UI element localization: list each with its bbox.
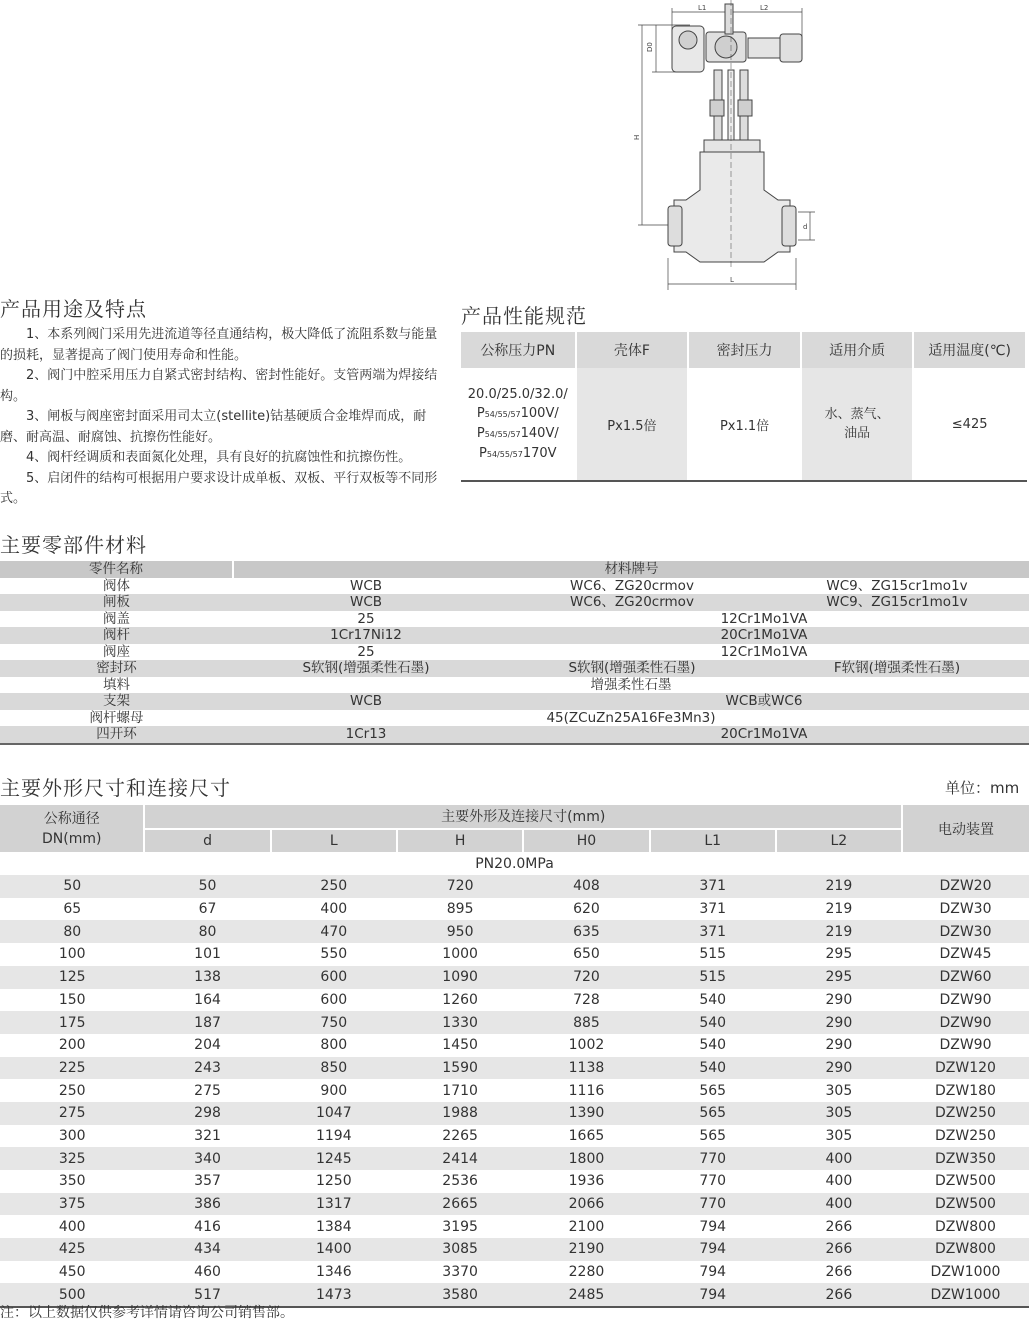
dims-cell: 290 xyxy=(776,1034,902,1057)
dims-cell: 1138 xyxy=(523,1057,649,1080)
materials-title: 主要零部件材料 xyxy=(0,533,147,557)
dim-l-label: L xyxy=(730,276,734,284)
dims-col-header: d xyxy=(144,829,270,853)
mat-cell: 1Cr13 xyxy=(233,726,499,744)
mat-part: 阀盖 xyxy=(0,611,233,628)
dims-cell: 275 xyxy=(144,1079,270,1102)
dimensions-table xyxy=(0,805,1029,1308)
dims-cell: 305 xyxy=(776,1125,902,1148)
dims-cell: 720 xyxy=(523,966,649,989)
mat-cell: S软钢(增强柔性石墨) xyxy=(499,660,765,677)
dims-cell: 1390 xyxy=(523,1102,649,1125)
mat-cell: 25 xyxy=(233,644,499,661)
table-row xyxy=(0,693,1029,710)
usage-title: 产品用途及特点 xyxy=(0,297,147,321)
mat-cell: S软钢(增强柔性石墨) xyxy=(233,660,499,677)
dims-cell: 635 xyxy=(523,920,649,943)
dims-cell: 1710 xyxy=(397,1079,523,1102)
dims-col-header: H0 xyxy=(523,829,649,853)
dims-cell: 2485 xyxy=(523,1283,649,1307)
dims-cell: 300 xyxy=(0,1125,144,1148)
table-row xyxy=(0,1147,1029,1170)
dims-cell: 434 xyxy=(144,1238,270,1261)
table-row xyxy=(0,1034,1029,1057)
dims-cell: 1450 xyxy=(397,1034,523,1057)
mat-part: 阀杆 xyxy=(0,627,233,644)
dims-cell: DZW90 xyxy=(902,989,1029,1012)
dims-header-group: 主要外形及连接尺寸(mm) xyxy=(144,805,902,829)
dims-cell: 80 xyxy=(0,920,144,943)
dims-cell: 3195 xyxy=(397,1215,523,1238)
dims-cell: DZW800 xyxy=(902,1238,1029,1261)
dims-cell: 540 xyxy=(650,1057,776,1080)
dims-cell: DZW45 xyxy=(902,943,1029,966)
dims-cell: 340 xyxy=(144,1147,270,1170)
table-row xyxy=(0,660,1029,677)
dims-cell: 850 xyxy=(271,1057,397,1080)
dims-cell: DZW90 xyxy=(902,1011,1029,1034)
dims-cell: DZW60 xyxy=(902,966,1029,989)
dimensions-title: 主要外形尺寸和连接尺寸 xyxy=(0,776,231,800)
mat-part: 支架 xyxy=(0,693,233,710)
perf-seal-cell: Px1.1倍 xyxy=(688,368,801,481)
table-row xyxy=(0,1125,1029,1148)
dims-cell: 321 xyxy=(144,1125,270,1148)
dims-cell: 600 xyxy=(271,989,397,1012)
dims-cell: 565 xyxy=(650,1125,776,1148)
dims-cell: 225 xyxy=(0,1057,144,1080)
dims-cell: 794 xyxy=(650,1238,776,1261)
dims-cell: 150 xyxy=(0,989,144,1012)
dims-cell: 770 xyxy=(650,1193,776,1216)
dims-cell: 600 xyxy=(271,966,397,989)
dims-cell: 266 xyxy=(776,1283,902,1307)
mat-cell: WC9、ZG15cr1mo1v xyxy=(765,578,1029,595)
dims-cell: 2414 xyxy=(397,1147,523,1170)
dims-cell: 900 xyxy=(271,1079,397,1102)
materials-table xyxy=(0,561,1029,745)
dims-cell: 1260 xyxy=(397,989,523,1012)
dims-cell: DZW90 xyxy=(902,1034,1029,1057)
dim-l1-label: L1 xyxy=(698,4,707,12)
dims-cell: 1245 xyxy=(271,1147,397,1170)
dims-cell: 2100 xyxy=(523,1215,649,1238)
dims-cell: 2280 xyxy=(523,1261,649,1284)
dims-cell: 250 xyxy=(0,1079,144,1102)
mat-cell: F软钢(增强柔性石墨) xyxy=(765,660,1029,677)
dims-cell: DZW30 xyxy=(902,898,1029,921)
dims-cell: 1330 xyxy=(397,1011,523,1034)
dims-cell: DZW250 xyxy=(902,1102,1029,1125)
dims-cell: 400 xyxy=(271,898,397,921)
dims-cell: 357 xyxy=(144,1170,270,1193)
dims-cell: 1090 xyxy=(397,966,523,989)
dims-header-dn: 公称通径 DN(mm) xyxy=(0,805,144,852)
mat-header-part: 零件名称 xyxy=(0,561,233,578)
dims-cell: 100 xyxy=(0,943,144,966)
table-row xyxy=(0,1011,1029,1034)
table-row xyxy=(0,1261,1029,1284)
dims-cell: 1194 xyxy=(271,1125,397,1148)
pn-label: PN20.0MPa xyxy=(0,852,1029,875)
mat-cell: 12Cr1Mo1VA xyxy=(499,644,1029,661)
dims-col-header: L xyxy=(271,829,397,853)
dims-header-device: 电动装置 xyxy=(902,805,1029,852)
mat-cell: WC6、ZG20crmov xyxy=(499,594,765,611)
mat-part: 填料 xyxy=(0,677,233,694)
dims-cell: 80 xyxy=(144,920,270,943)
perf-header: 壳体F xyxy=(576,332,689,368)
dims-cell: 515 xyxy=(650,966,776,989)
table-row xyxy=(0,966,1029,989)
dims-cell: DZW180 xyxy=(902,1079,1029,1102)
dims-cell: 450 xyxy=(0,1261,144,1284)
dims-col-header: L2 xyxy=(776,829,902,853)
mat-cell: 12Cr1Mo1VA xyxy=(499,611,1029,628)
mat-part: 阀座 xyxy=(0,644,233,661)
dims-cell: 1000 xyxy=(397,943,523,966)
usage-item: 4、阀杆经调质和表面氮化处理，具有良好的抗腐蚀性和抗擦伤性。 xyxy=(26,450,412,465)
dim-d0-label: D0 xyxy=(646,42,654,52)
dims-cell: 295 xyxy=(776,943,902,966)
dims-cell: 794 xyxy=(650,1283,776,1307)
usage-list xyxy=(0,325,438,510)
dims-cell: 3085 xyxy=(397,1238,523,1261)
unit-label: 单位：mm xyxy=(945,779,1020,797)
dims-cell: 371 xyxy=(650,898,776,921)
table-row xyxy=(0,561,1029,578)
perf-pn-line: P54/55/57140V/ xyxy=(476,425,559,441)
perf-pn-line: 20.0/25.0/32.0/ xyxy=(467,386,568,402)
dims-cell: 720 xyxy=(397,875,523,898)
performance-table xyxy=(461,332,1027,482)
dims-cell: DZW1000 xyxy=(902,1283,1029,1307)
dims-cell: 425 xyxy=(0,1238,144,1261)
dim-l2-label: L2 xyxy=(760,4,769,12)
mat-cell: WCB xyxy=(233,693,499,710)
dims-cell: 470 xyxy=(271,920,397,943)
dims-cell: 200 xyxy=(0,1034,144,1057)
dims-cell: 164 xyxy=(144,989,270,1012)
dims-col-header: L1 xyxy=(650,829,776,853)
table-row xyxy=(0,726,1029,744)
dims-cell: 416 xyxy=(144,1215,270,1238)
dims-cell: 125 xyxy=(0,966,144,989)
dims-cell: 3370 xyxy=(397,1261,523,1284)
dims-cell: 1665 xyxy=(523,1125,649,1148)
dims-cell: 101 xyxy=(144,943,270,966)
mat-cell: WC6、ZG20crmov xyxy=(499,578,765,595)
dims-cell: 1002 xyxy=(523,1034,649,1057)
table-row xyxy=(0,578,1029,595)
dims-cell: 1317 xyxy=(271,1193,397,1216)
dims-cell: 2665 xyxy=(397,1193,523,1216)
dims-cell: 750 xyxy=(271,1011,397,1034)
table-row xyxy=(0,1079,1029,1102)
dims-cell: 400 xyxy=(776,1193,902,1216)
dims-cell: 794 xyxy=(650,1215,776,1238)
dims-cell: 386 xyxy=(144,1193,270,1216)
dims-cell: DZW350 xyxy=(902,1147,1029,1170)
dims-cell: 650 xyxy=(523,943,649,966)
dims-cell: 187 xyxy=(144,1011,270,1034)
dims-cell: 1384 xyxy=(271,1215,397,1238)
dims-cell: DZW500 xyxy=(902,1193,1029,1216)
mat-part: 四开环 xyxy=(0,726,233,744)
dims-cell: 565 xyxy=(650,1079,776,1102)
dims-cell: 770 xyxy=(650,1170,776,1193)
mat-part: 密封环 xyxy=(0,660,233,677)
dims-cell: 895 xyxy=(397,898,523,921)
dims-cell: 305 xyxy=(776,1102,902,1125)
dims-cell: 325 xyxy=(0,1147,144,1170)
dims-cell: 65 xyxy=(0,898,144,921)
dims-cell: 275 xyxy=(0,1102,144,1125)
dims-cell: DZW120 xyxy=(902,1057,1029,1080)
dims-cell: 620 xyxy=(523,898,649,921)
perf-pn-cell xyxy=(461,368,576,481)
table-row xyxy=(0,898,1029,921)
dims-cell: 375 xyxy=(0,1193,144,1216)
table-row xyxy=(0,710,1029,727)
dims-cell: 290 xyxy=(776,989,902,1012)
mat-cell: WCB xyxy=(233,578,499,595)
dims-cell: DZW250 xyxy=(902,1125,1029,1148)
dims-cell: 138 xyxy=(144,966,270,989)
dims-cell: 67 xyxy=(144,898,270,921)
dims-cell: 50 xyxy=(144,875,270,898)
dims-cell: 219 xyxy=(776,898,902,921)
dims-cell: 298 xyxy=(144,1102,270,1125)
dims-cell: 1988 xyxy=(397,1102,523,1125)
mat-cell: WC9、ZG15cr1mo1v xyxy=(765,594,1029,611)
table-row xyxy=(0,611,1029,628)
dims-cell: 204 xyxy=(144,1034,270,1057)
dims-cell: 290 xyxy=(776,1011,902,1034)
dims-cell: 290 xyxy=(776,1057,902,1080)
mat-part: 闸板 xyxy=(0,594,233,611)
dims-cell: 400 xyxy=(776,1147,902,1170)
mat-cell: 25 xyxy=(233,611,499,628)
dims-cell: 400 xyxy=(776,1170,902,1193)
usage-item: 1、本系列阀门采用先进流道等径直通结构，极大降低了流阻系数与能量的损耗，显著提高了阀门使用寿命和性能。 xyxy=(0,327,438,363)
dims-cell: 1800 xyxy=(523,1147,649,1170)
dims-cell: 350 xyxy=(0,1170,144,1193)
dims-cell: DZW30 xyxy=(902,920,1029,943)
dims-cell: 266 xyxy=(776,1238,902,1261)
dims-cell: 243 xyxy=(144,1057,270,1080)
dims-cell: 1116 xyxy=(523,1079,649,1102)
perf-header: 适用介质 xyxy=(801,332,913,368)
table-row xyxy=(0,943,1029,966)
mat-cell: WCB xyxy=(233,594,499,611)
perf-medium-cell: 水、蒸气、 油品 xyxy=(801,368,913,481)
dims-cell: 565 xyxy=(650,1102,776,1125)
dims-cell: 266 xyxy=(776,1215,902,1238)
dims-cell: 1346 xyxy=(271,1261,397,1284)
dims-cell: 371 xyxy=(650,920,776,943)
dims-cell: 2265 xyxy=(397,1125,523,1148)
dims-cell: 408 xyxy=(523,875,649,898)
performance-title: 产品性能规范 xyxy=(461,304,587,328)
perf-header: 公称压力PN xyxy=(461,332,576,368)
dims-cell: DZW20 xyxy=(902,875,1029,898)
dims-cell: 1400 xyxy=(271,1238,397,1261)
dims-cell: 1473 xyxy=(271,1283,397,1307)
dims-cell: 2536 xyxy=(397,1170,523,1193)
dims-cell: 950 xyxy=(397,920,523,943)
dims-cell: 250 xyxy=(271,875,397,898)
table-row xyxy=(0,1057,1029,1080)
dims-cell: 266 xyxy=(776,1261,902,1284)
table-row xyxy=(0,1102,1029,1125)
dims-cell: 540 xyxy=(650,1011,776,1034)
dims-col-header: H xyxy=(397,829,523,853)
dims-cell: 400 xyxy=(0,1215,144,1238)
table-row xyxy=(0,627,1029,644)
perf-temp-cell: ≤425 xyxy=(913,368,1026,481)
table-row xyxy=(0,1193,1029,1216)
dims-cell: 540 xyxy=(650,989,776,1012)
table-row xyxy=(0,1170,1029,1193)
dims-cell: 295 xyxy=(776,966,902,989)
table-row xyxy=(0,1238,1029,1261)
dim-d-label: d xyxy=(803,223,808,231)
perf-pn-line: P54/55/57100V/ xyxy=(476,405,559,421)
dims-cell: 540 xyxy=(650,1034,776,1057)
dims-cell: 305 xyxy=(776,1079,902,1102)
table-row xyxy=(0,875,1029,898)
dims-cell: 1047 xyxy=(271,1102,397,1125)
table-row xyxy=(0,920,1029,943)
dims-cell: DZW500 xyxy=(902,1170,1029,1193)
dims-cell: 371 xyxy=(650,875,776,898)
dims-cell: 3580 xyxy=(397,1283,523,1307)
dims-cell: 1590 xyxy=(397,1057,523,1080)
pn-row xyxy=(0,852,1029,875)
table-row xyxy=(0,1215,1029,1238)
dims-cell: 460 xyxy=(144,1261,270,1284)
dims-cell: 219 xyxy=(776,920,902,943)
dims-cell: 50 xyxy=(0,875,144,898)
mat-cell: 增强柔性石墨 xyxy=(233,677,1029,694)
dims-cell: 885 xyxy=(523,1011,649,1034)
dims-cell: 515 xyxy=(650,943,776,966)
perf-header: 适用温度(℃) xyxy=(913,332,1026,368)
dims-cell: 517 xyxy=(144,1283,270,1307)
dims-cell: 794 xyxy=(650,1261,776,1284)
dims-cell: DZW1000 xyxy=(902,1261,1029,1284)
dims-cell: DZW800 xyxy=(902,1215,1029,1238)
dims-cell: 1250 xyxy=(271,1170,397,1193)
dims-cell: 500 xyxy=(0,1283,144,1307)
table-row xyxy=(0,644,1029,661)
table-row xyxy=(0,594,1029,611)
usage-item: 5、启闭件的结构可根据用户要求设计成单板、双板、平行双板等不同形式。 xyxy=(0,470,438,506)
dims-cell: 2190 xyxy=(523,1238,649,1261)
dims-cell: 1936 xyxy=(523,1170,649,1193)
mat-cell: 1Cr17Ni12 xyxy=(233,627,499,644)
mat-cell: 45(ZCuZn25A16Fe3Mn3) xyxy=(233,710,1029,727)
valve-drawing xyxy=(630,0,830,292)
perf-shell-cell: Px1.5倍 xyxy=(576,368,689,481)
dims-cell: 550 xyxy=(271,943,397,966)
footnote: 注：以上数据仅供参考详情请咨询公司销售部。 xyxy=(0,1305,294,1321)
mat-cell: 20Cr1Mo1VA xyxy=(499,726,1029,744)
table-row xyxy=(0,677,1029,694)
mat-part: 阀体 xyxy=(0,578,233,595)
perf-header: 密封压力 xyxy=(688,332,801,368)
dims-cell: 728 xyxy=(523,989,649,1012)
usage-item: 3、闸板与阀座密封面采用司太立(stellite)钴基硬质合金堆焊而成，耐磨、耐高温、耐腐蚀、抗擦伤性能好。 xyxy=(0,409,427,445)
mat-cell: 20Cr1Mo1VA xyxy=(499,627,1029,644)
dim-h-label: H xyxy=(633,134,641,140)
dims-cell: 175 xyxy=(0,1011,144,1034)
dims-cell: 2066 xyxy=(523,1193,649,1216)
dims-cell: 770 xyxy=(650,1147,776,1170)
dims-cell: 800 xyxy=(271,1034,397,1057)
mat-header-material: 材料牌号 xyxy=(233,561,1029,578)
mat-part: 阀杆螺母 xyxy=(0,710,233,727)
dims-cell: 219 xyxy=(776,875,902,898)
perf-pn-line: P54/55/57170V xyxy=(479,445,557,461)
table-row xyxy=(0,989,1029,1012)
usage-item: 2、阀门中腔采用压力自紧式密封结构、密封性能好。支管两端为焊接结构。 xyxy=(0,368,438,404)
mat-cell: WCB或WC6 xyxy=(499,693,1029,710)
